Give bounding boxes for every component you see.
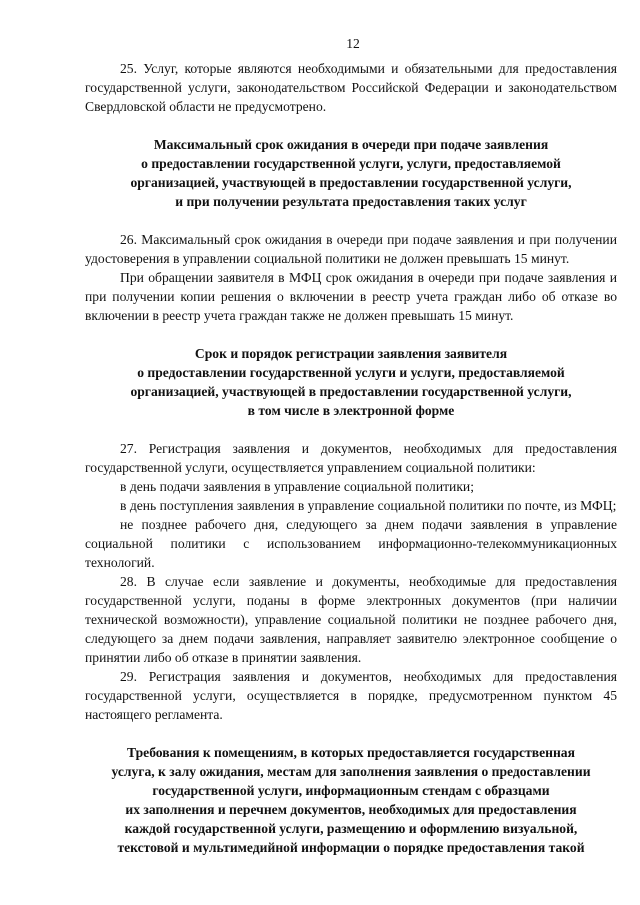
- paragraph-26-mfc: При обращении заявителя в МФЦ срок ожидания в очереди при подаче заявления и при получении копии решения о включении в реестр учета граждан либо об отказе во включении в реестр учета граждан также не должен превышать 15 минут.: [85, 270, 617, 323]
- paragraph-25: 25. Услуг, которые являются необходимыми и обязательными для предоставления государственной услуги, законодательством Российской Федерации и законодательством Свердловской области не предусмотрено.: [85, 61, 617, 114]
- heading-line: о предоставлении государственной услуги и услуги, предоставляемой: [137, 365, 565, 380]
- heading-line: Требования к помещениям, в которых предоставляется государственная: [127, 745, 575, 760]
- paragraph-29: 29. Регистрация заявления и документов, необходимых для предоставления государственной услуги, осуществляется в порядке, предусмотренном пунктом 45 настоящего регламента.: [85, 669, 617, 722]
- heading-line: Максимальный срок ожидания в очереди при подаче заявления: [153, 137, 549, 152]
- section-heading-premises-requirements: [85, 743, 617, 857]
- section-heading-queue-time: [85, 135, 617, 211]
- heading-line: их заполнения и перечнем документов, необходимых для предоставления: [125, 802, 577, 817]
- heading-line: организацией, участвующей в предоставлении государственной услуги,: [130, 384, 572, 399]
- heading-line: в том числе в электронной форме: [247, 403, 455, 418]
- heading-line: услуга, к залу ожидания, местам для заполнения заявления о предоставлении: [111, 764, 591, 779]
- heading-line: Срок и порядок регистрации заявления заявителя: [194, 346, 508, 361]
- paragraph-27: 27. Регистрация заявления и документов, необходимых для предоставления государственной услуги, осуществляется управлением социальной политики:: [85, 441, 617, 475]
- paragraph-27-item-b: в день поступления заявления в управление социальной политики по почте, из МФЦ;: [120, 498, 617, 513]
- paragraph-26: 26. Максимальный срок ожидания в очереди при подаче заявления и при получении удостоверения в управлении социальной политики не должен превышать 15 минут.: [85, 232, 617, 266]
- document-page: [85, 34, 617, 857]
- heading-line: организацией, участвующей в предоставлении государственной услуги,: [130, 175, 572, 190]
- heading-line: о предоставлении государственной услуги, услуги, предоставляемой: [141, 156, 561, 171]
- paragraph-28: 28. В случае если заявление и документы, необходимые для предоставления государственной услуги, поданы в форме электронных документов (при наличии технической возможности), управление социальной политики не позднее рабочего дня, следующего за днем подачи заявления, направляет заявителю электронное сообщение о принятии либо об отказе в принятии заявления.: [85, 574, 617, 665]
- paragraph-27-item-a: в день подачи заявления в управление социальной политики;: [120, 479, 474, 494]
- section-heading-registration: [85, 344, 617, 420]
- page-number: 12: [346, 36, 360, 51]
- heading-line: и при получении результата предоставления таких услуг: [175, 194, 527, 209]
- paragraph-27-item-c: не позднее рабочего дня, следующего за днем подачи заявления в управление социальной политики с использованием информационно-телекоммуникационных технологий.: [85, 517, 617, 570]
- heading-line: каждой государственной услуги, размещению и оформлению визуальной,: [124, 821, 578, 836]
- heading-line: государственной услуги, информационным стендам с образцами: [152, 783, 550, 798]
- heading-line: текстовой и мультимедийной информации о порядке предоставления такой: [117, 840, 585, 855]
